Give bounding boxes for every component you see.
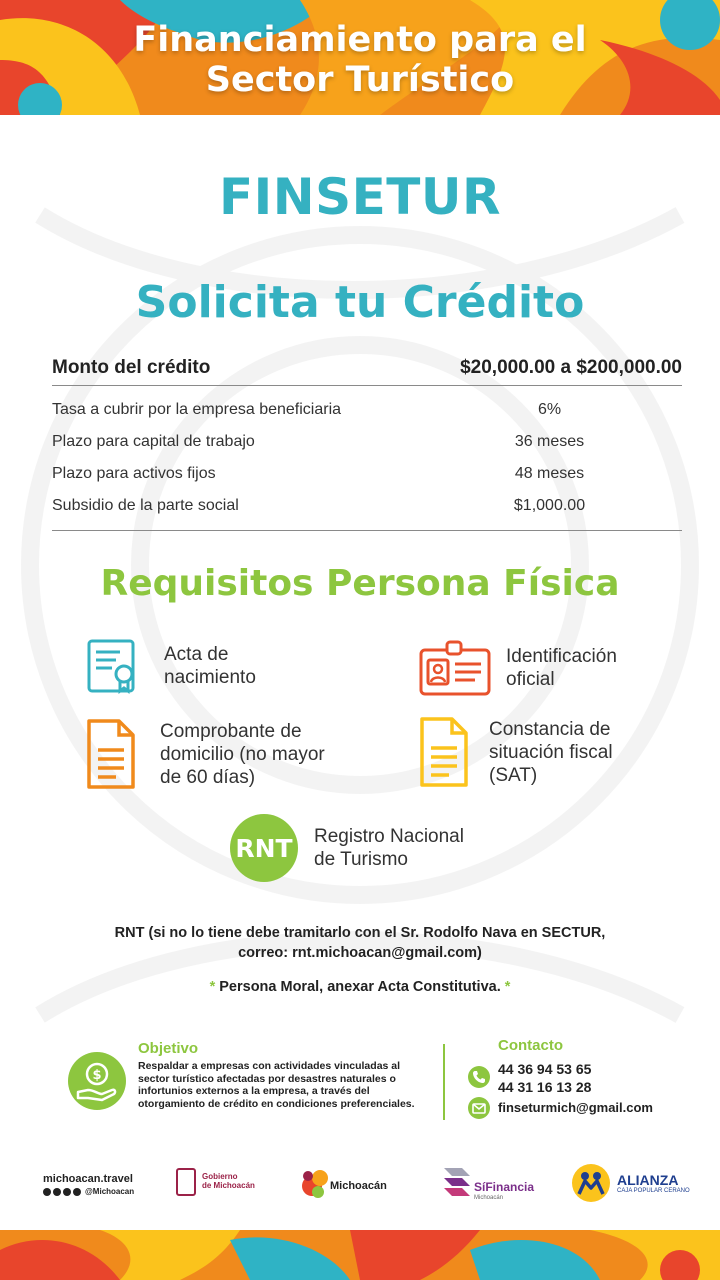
- requirement-label: [164, 643, 256, 689]
- rnt-note-line2: correo: rnt.michoacan@gmail.com): [238, 945, 482, 961]
- credit-row-label: Plazo para activos fijos: [52, 465, 216, 482]
- requirement-line: de Turismo: [314, 849, 408, 870]
- requirement-rnt: [230, 814, 464, 882]
- alianza-subtitle: CAJA POPULAR CERANO: [617, 1188, 690, 1194]
- asterisk: *: [209, 979, 216, 995]
- credit-row: [52, 426, 682, 458]
- moral-note: [0, 977, 720, 997]
- requirement-line: de 60 días): [160, 766, 256, 788]
- phone-glyph: [468, 1066, 490, 1088]
- requirement-line: situación fiscal: [489, 741, 613, 763]
- credit-row: [52, 490, 682, 522]
- requirement-proof-of-address: [86, 718, 325, 790]
- moral-note-text: Persona Moral, anexar Acta Constitutiva.: [219, 979, 501, 995]
- requirement-line: Registro Nacional: [314, 826, 464, 847]
- government-logo: [202, 1172, 255, 1190]
- contact-phone-1[interactable]: 44 36 94 53 65: [498, 1061, 592, 1077]
- social-handle: @Michoacan: [85, 1187, 135, 1196]
- section-divider: [443, 1044, 445, 1120]
- banner-title-line1: Financiamiento para el: [133, 20, 587, 60]
- money-hand-icon: [68, 1052, 126, 1110]
- svg-text:$: $: [92, 1068, 102, 1083]
- contact-title: Contacto: [498, 1037, 563, 1054]
- requirement-line: Comprobante de: [160, 720, 302, 742]
- credit-row-label: Plazo para capital de trabajo: [52, 433, 255, 450]
- sifinancia-subtitle: Michoacán: [474, 1195, 504, 1201]
- credit-amount-row: [52, 350, 682, 386]
- credit-row-label: Subsidio de la parte social: [52, 497, 239, 514]
- id-card-icon: [419, 640, 491, 696]
- money-hand-glyph: [68, 1052, 126, 1110]
- email-icon: [468, 1097, 490, 1119]
- social-icon: [43, 1188, 51, 1196]
- requirement-birth-certificate: [86, 638, 256, 694]
- requirement-line: Constancia de: [489, 718, 611, 740]
- requirement-line: nacimiento: [164, 667, 256, 688]
- credit-rows: [52, 386, 682, 531]
- headline: Solicita tu Crédito: [135, 277, 585, 328]
- requirement-line: oficial: [506, 669, 555, 690]
- brand-title: FINSETUR: [219, 168, 501, 226]
- requirements-title: Requisitos Persona Física: [100, 563, 620, 604]
- alianza-people-glyph: [572, 1164, 610, 1202]
- government-logo-line1: Gobierno: [202, 1172, 238, 1181]
- requirement-label: [160, 720, 325, 789]
- credit-row-value: 6%: [537, 401, 562, 418]
- alianza-icon: [572, 1164, 610, 1202]
- michoacan-brand-icon: [300, 1166, 330, 1200]
- requirement-label: [506, 645, 617, 691]
- objective-title: Objetivo: [138, 1040, 199, 1057]
- banner-title: [0, 20, 720, 100]
- credit-amount-label: Monto del crédito: [52, 356, 211, 378]
- asterisk: *: [504, 979, 511, 995]
- social-row: [43, 1187, 134, 1196]
- footer-pattern: [0, 1230, 720, 1280]
- banner-title-line2: Sector Turístico: [205, 60, 515, 100]
- alianza-logo: ALIANZA: [617, 1172, 679, 1188]
- contact-email[interactable]: finseturmich@gmail.com: [498, 1100, 653, 1115]
- requirement-tax-certificate: [419, 716, 613, 788]
- social-icon: [53, 1188, 61, 1196]
- credit-row-value: 48 meses: [514, 465, 585, 482]
- requirement-line: Acta de: [164, 644, 229, 665]
- social-icon: [73, 1188, 81, 1196]
- credit-amount-value: $20,000.00 a $200,000.00: [460, 356, 682, 378]
- rnt-note-line1: RNT (si no lo tiene debe tramitarlo con el Sr. Rodolfo Nava en SECTUR,: [114, 925, 606, 941]
- sifinancia-icon: [442, 1166, 472, 1198]
- government-seal-icon: [176, 1168, 196, 1196]
- credit-row: [52, 394, 682, 426]
- credit-row-value: 36 meses: [514, 433, 585, 450]
- rnt-badge: RNT: [230, 814, 298, 882]
- credit-row-label: Tasa a cubrir por la empresa beneficiaria: [52, 401, 342, 418]
- footer-banner: [0, 1230, 720, 1280]
- sifinancia-logo: SíFinancia: [474, 1180, 535, 1194]
- requirement-line: domicilio (no mayor: [160, 743, 325, 765]
- michoacan-travel-logo: michoacan.travel: [43, 1173, 133, 1185]
- requirement-label: [489, 718, 613, 787]
- phone-icon: [468, 1066, 490, 1088]
- michoacan-brand-logo: Michoacán: [330, 1180, 387, 1192]
- document-icon: [419, 716, 469, 788]
- requirement-label: [314, 825, 464, 871]
- credit-table: [52, 350, 682, 531]
- requirement-line: Identificación: [506, 646, 617, 667]
- objective-text: Respaldar a empresas con actividades vinculadas al sector turístico afectadas por desastres naturales o infortunios externos a la empresa, a través del otorgamiento de crédito en condiciones preferenciales.: [138, 1060, 415, 1110]
- header-banner: [0, 0, 720, 115]
- requirement-line: (SAT): [489, 764, 538, 786]
- certificate-icon: [86, 638, 138, 694]
- document-icon: [86, 718, 136, 790]
- credit-row-value: $1,000.00: [513, 497, 586, 514]
- credit-row: [52, 458, 682, 490]
- rnt-note: [0, 923, 720, 963]
- requirement-official-id: [419, 640, 617, 696]
- contact-phone-2[interactable]: 44 31 16 13 28: [498, 1079, 592, 1095]
- government-logo-line2: de Michoacán: [202, 1181, 255, 1190]
- envelope-glyph: [468, 1097, 490, 1119]
- social-icon: [63, 1188, 71, 1196]
